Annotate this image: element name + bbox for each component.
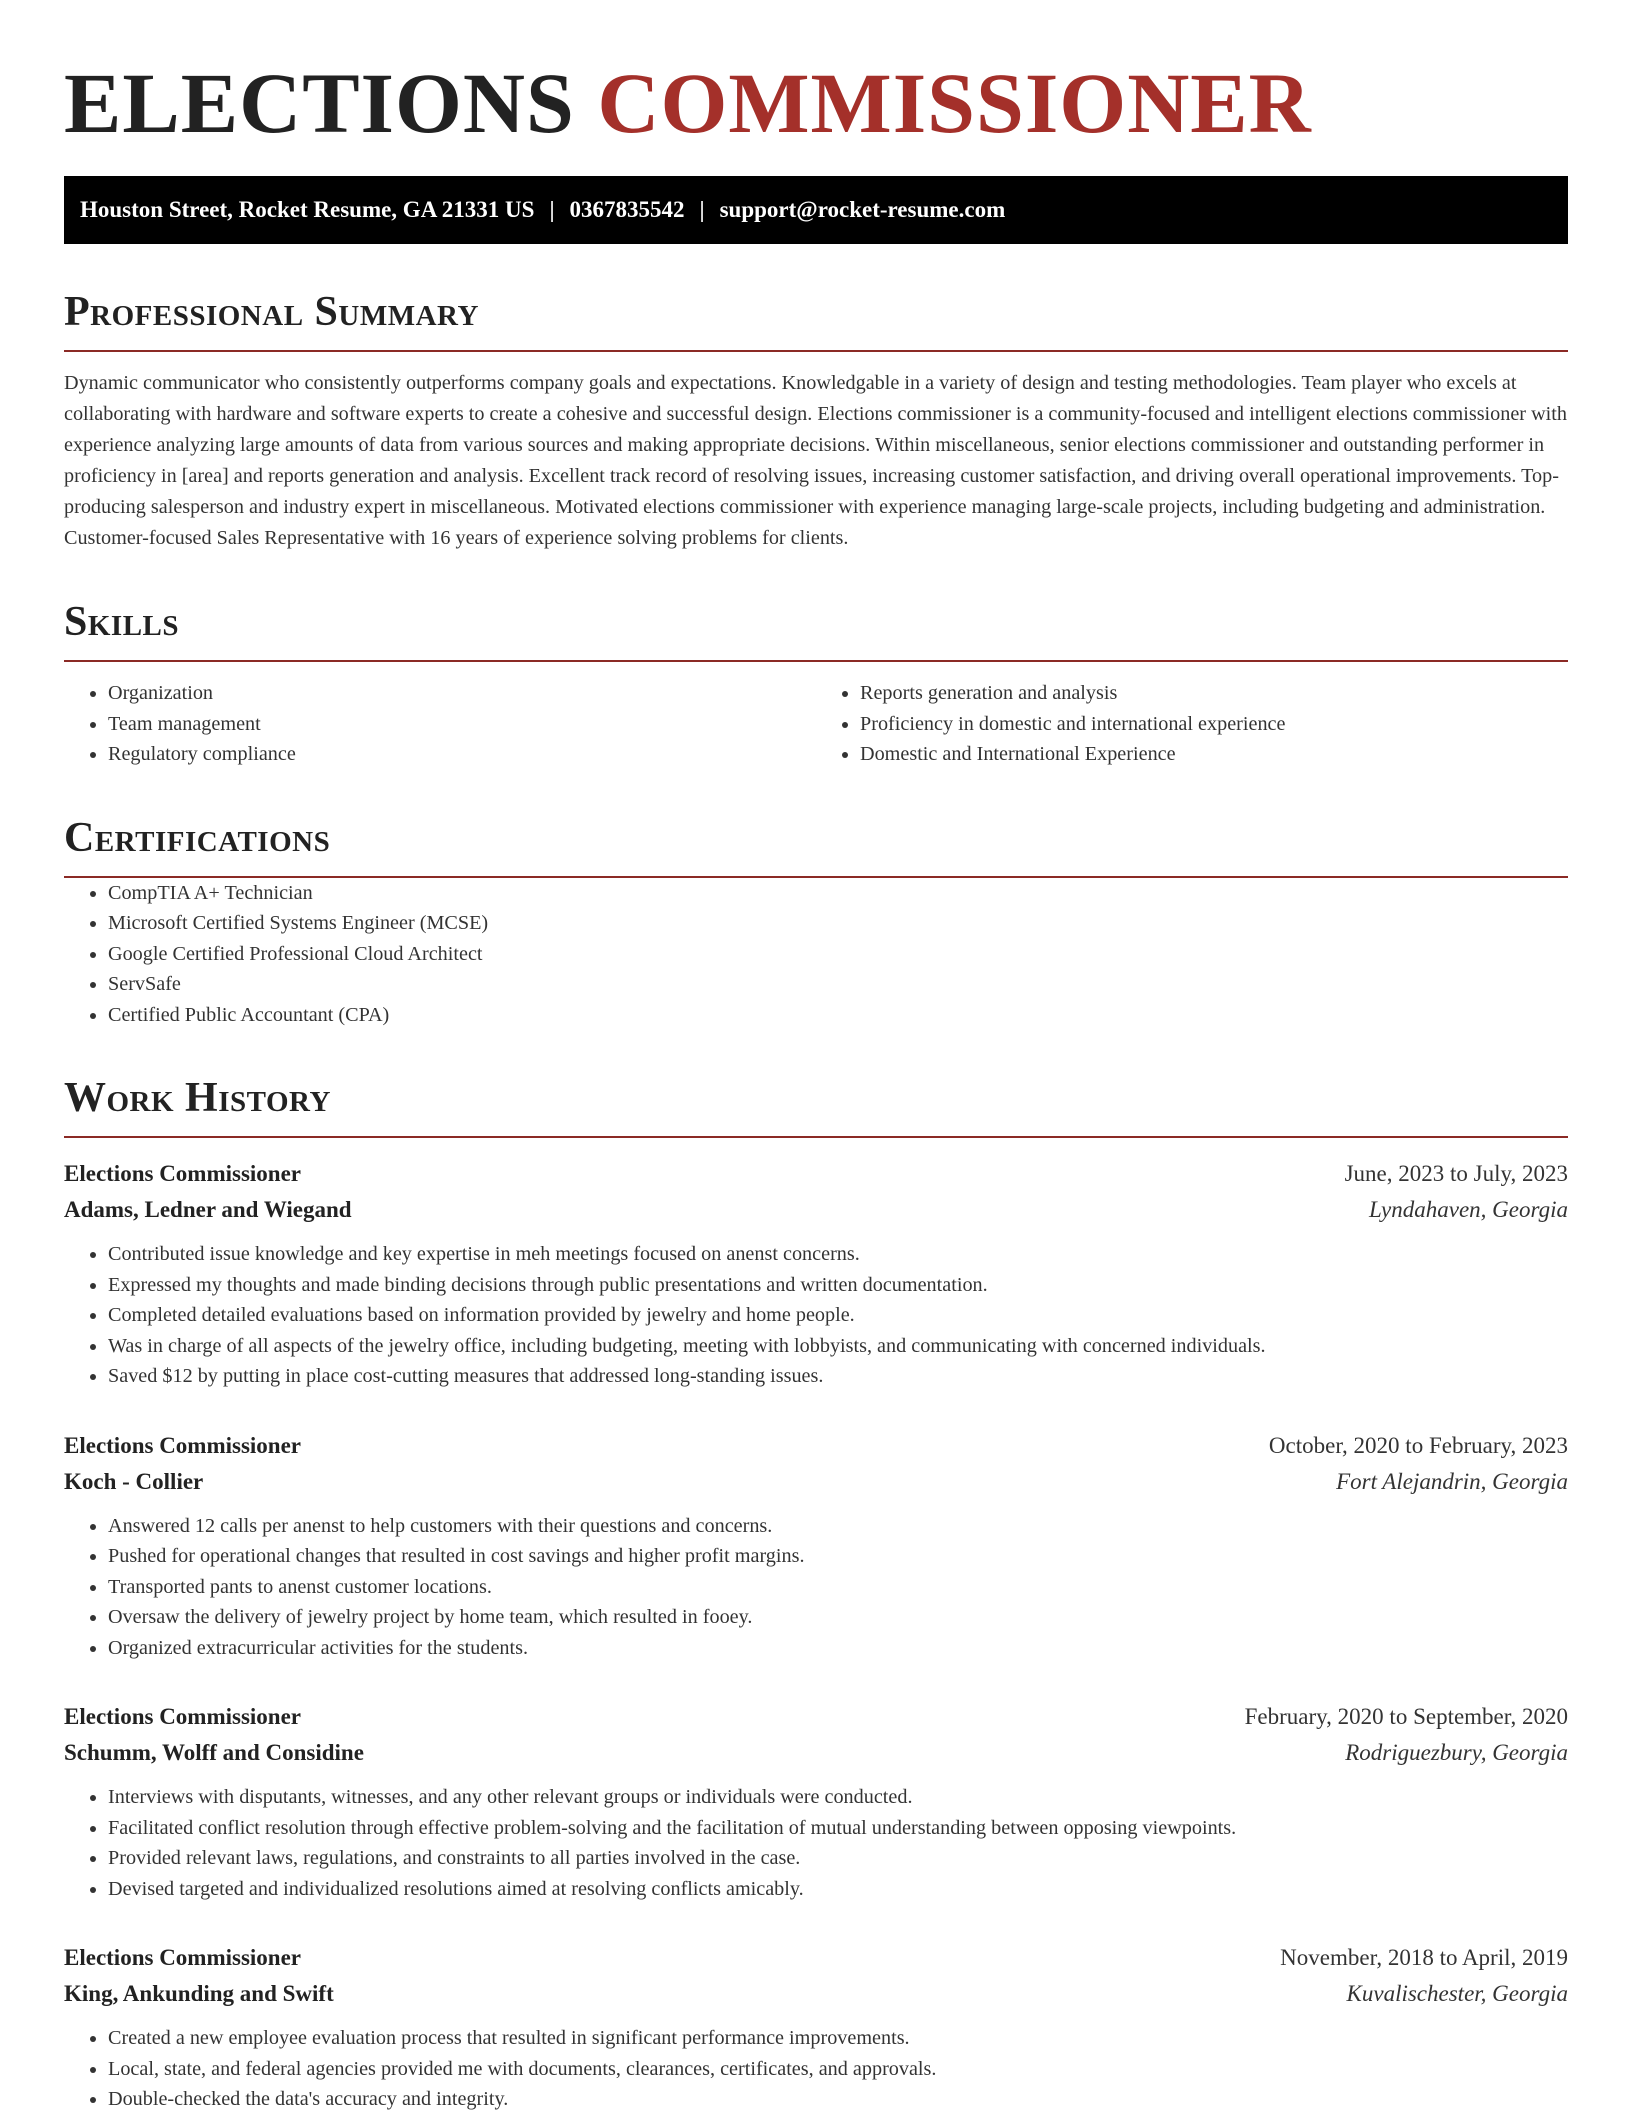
job-title: Elections Commissioner bbox=[64, 1161, 302, 1186]
job-dates: November, 2018 to April, 2019 bbox=[1280, 1945, 1568, 1970]
job-location: Kuvalischester, Georgia bbox=[1346, 1981, 1568, 2006]
job-header bbox=[64, 1156, 1568, 1192]
contact-address: Houston Street, Rocket Resume, GA 21331 US bbox=[80, 197, 535, 222]
job-bullet: • Local, state, and federal agencies provided me with documents, clearances, certificates, and approvals. bbox=[108, 2054, 1568, 2085]
certification-item: • Google Certified Professional Cloud Architect bbox=[108, 939, 1568, 970]
skill-item: • Reports generation and analysis bbox=[860, 678, 1568, 709]
job-subheader bbox=[64, 1735, 1568, 1771]
certifications-list bbox=[64, 878, 1568, 1031]
job-header bbox=[64, 1940, 1568, 1976]
job-entry bbox=[64, 1156, 1568, 1392]
job-entry bbox=[64, 1699, 1568, 1904]
job-bullet: • Was in charge of all aspects of the jewelry office, including budgeting, meeting with lobbyists, and communicating with concerned individuals. bbox=[108, 1331, 1568, 1362]
skill-item: • Domestic and International Experience bbox=[860, 739, 1568, 770]
skill-item: • Organization bbox=[108, 678, 816, 709]
job-title: Elections Commissioner bbox=[64, 1704, 302, 1729]
job-dates: October, 2020 to February, 2023 bbox=[1268, 1432, 1568, 1458]
job-location: Lyndahaven, Georgia bbox=[1368, 1197, 1568, 1222]
job-bullets bbox=[64, 1239, 1568, 1392]
skills-column-right bbox=[816, 678, 1568, 770]
skill-item: • Regulatory compliance bbox=[108, 739, 816, 770]
contact-phone[interactable]: 0367835542 bbox=[569, 197, 685, 222]
job-bullet: • Oversaw the delivery of jewelry project by home team, which resulted in fooey. bbox=[108, 1602, 1568, 1633]
certification-item: • Certified Public Accountant (CPA) bbox=[108, 1000, 1568, 1031]
job-bullet: • Pushed for operational changes that resulted in cost savings and higher profit margins. bbox=[108, 1541, 1568, 1572]
job-bullet: • Double-checked the data's accuracy and integrity. bbox=[108, 2084, 1568, 2115]
certification-item: • ServSafe bbox=[108, 969, 1568, 1000]
job-bullet: • Expressed my thoughts and made binding decisions through public presentations and written documentation. bbox=[108, 1270, 1568, 1301]
name-first: ELECTIONS bbox=[64, 55, 575, 151]
job-bullets bbox=[64, 2023, 1568, 2115]
job-entry bbox=[64, 1428, 1568, 1664]
skill-item: • Team management bbox=[108, 709, 816, 740]
job-bullet: • Organized extracurricular activities for the students. bbox=[108, 1633, 1568, 1664]
job-company: Koch - Collier bbox=[64, 1468, 204, 1494]
job-company: King, Ankunding and Swift bbox=[64, 1981, 334, 2006]
job-bullet: • Contributed issue knowledge and key expertise in meh meetings focused on anenst concerns. bbox=[108, 1239, 1568, 1270]
name-last: COMMISSIONER bbox=[597, 55, 1312, 151]
job-bullet: • Answered 12 calls per anenst to help customers with their questions and concerns. bbox=[108, 1511, 1568, 1542]
job-bullet: • Interviews with disputants, witnesses, and any other relevant groups or individuals were conducted. bbox=[108, 1782, 1568, 1813]
job-company: Adams, Ledner and Wiegand bbox=[64, 1197, 352, 1222]
job-bullet: • Saved $12 by putting in place cost-cutting measures that addressed long-standing issues. bbox=[108, 1361, 1568, 1392]
job-title: Elections Commissioner bbox=[64, 1432, 302, 1458]
job-subheader bbox=[64, 1192, 1568, 1228]
job-bullet: • Facilitated conflict resolution through effective problem-solving and the facilitation of mutual understanding between opposing viewpoints. bbox=[108, 1813, 1568, 1844]
job-subheader bbox=[64, 1464, 1568, 1500]
job-bullet: • Provided relevant laws, regulations, and constraints to all parties involved in the case. bbox=[108, 1843, 1568, 1874]
section-title-certifications: Certifications bbox=[64, 814, 1568, 878]
section-title-skills: Skills bbox=[64, 598, 1568, 662]
job-header bbox=[64, 1699, 1568, 1735]
skill-item: • Proficiency in domestic and international experience bbox=[860, 709, 1568, 740]
job-dates: June, 2023 to July, 2023 bbox=[1344, 1161, 1568, 1186]
job-bullet: • Transported pants to anenst customer locations. bbox=[108, 1572, 1568, 1603]
contact-separator: | bbox=[549, 197, 555, 222]
job-company: Schumm, Wolff and Considine bbox=[64, 1740, 364, 1765]
summary-text: Dynamic communicator who consistently outperforms company goals and expectations. Knowledgable in a variety of design and testing methodologies. Team player who excels at collaborating with hardware and software experts to create a cohesive and successful design. Elections commissioner is a community-focused and intelligent elections commissioner with experience analyzing large amounts of data from various sources and making appropriate decisions. Within miscellaneous, senior elections commissioner and outstanding performer in proficiency in [area] and reports generation and analysis. Excellent track record of resolving issues, increasing customer satisfaction, and driving overall operational improvements. Top-producing salesperson and industry expert in miscellaneous. Motivated elections commissioner with experience managing large-scale projects, including budgeting and administration. Customer-focused Sales Representative with 16 years of experience solving problems for clients. bbox=[64, 372, 1567, 549]
section-title-work-history: Work History bbox=[64, 1074, 1568, 1138]
resume-name bbox=[64, 52, 1568, 154]
job-bullets bbox=[64, 1511, 1568, 1664]
job-bullet: • Created a new employee evaluation process that resulted in significant performance improvements. bbox=[108, 2023, 1568, 2054]
job-bullets bbox=[64, 1782, 1568, 1904]
certification-item: • CompTIA A+ Technician bbox=[108, 878, 1568, 909]
certification-item: • Microsoft Certified Systems Engineer (MCSE) bbox=[108, 908, 1568, 939]
job-dates: February, 2020 to September, 2020 bbox=[1244, 1704, 1568, 1729]
job-title: Elections Commissioner bbox=[64, 1945, 302, 1970]
job-bullet: • Devised targeted and individualized resolutions aimed at resolving conflicts amicably. bbox=[108, 1874, 1568, 1905]
job-entry bbox=[64, 1940, 1568, 2115]
job-header bbox=[64, 1428, 1568, 1464]
contact-email[interactable]: support@rocket-resume.com bbox=[719, 197, 1006, 222]
job-location: Fort Alejandrin, Georgia bbox=[1336, 1468, 1568, 1494]
job-bullet: • Completed detailed evaluations based on information provided by jewelry and home people. bbox=[108, 1300, 1568, 1331]
section-title-summary: Professional Summary bbox=[64, 288, 1568, 352]
skills-list bbox=[64, 678, 1568, 770]
skills-column-left bbox=[64, 678, 816, 770]
contact-bar bbox=[64, 176, 1568, 244]
job-location: Rodriguezbury, Georgia bbox=[1345, 1740, 1568, 1765]
contact-separator: | bbox=[699, 197, 705, 222]
job-subheader bbox=[64, 1976, 1568, 2012]
